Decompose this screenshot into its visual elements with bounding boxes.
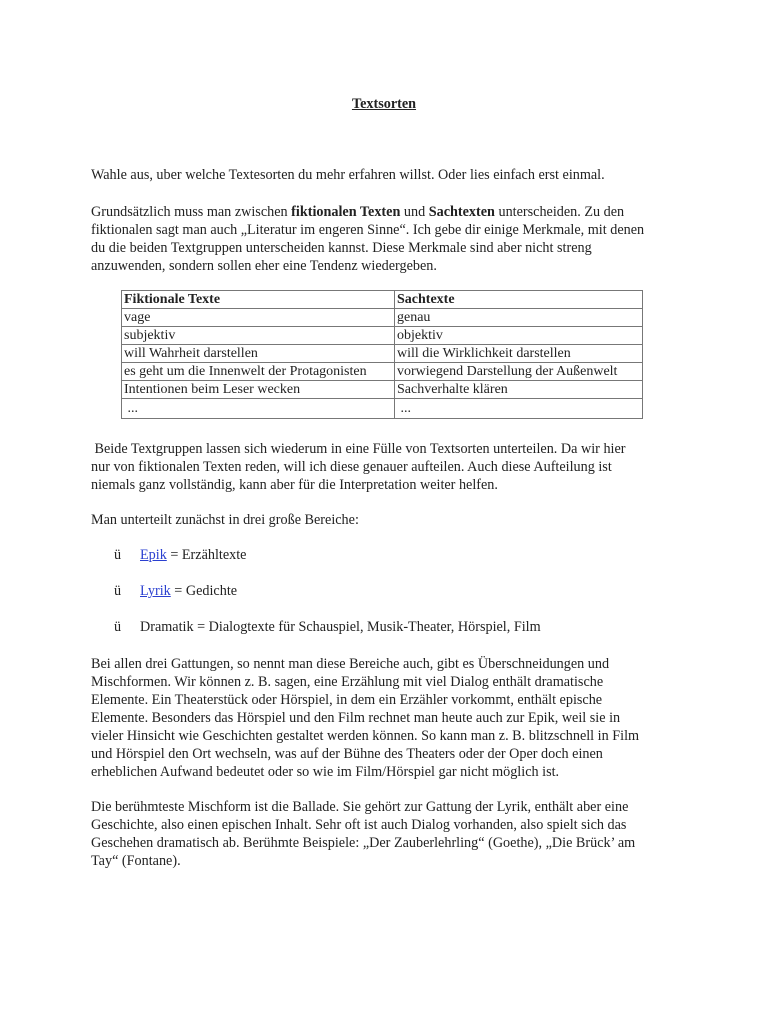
table-cell: Sachverhalte klären	[395, 381, 643, 399]
paragraph-line: erheblichen Aufwand bedeutet oder so wie im Film/Hörspiel gar nicht möglich ist.	[91, 764, 560, 780]
list-item-text: Dramatik = Dialogtexte für Schauspiel, Musik-Theater, Hörspiel, Film	[140, 619, 541, 635]
table-cell: ...	[395, 399, 643, 419]
paragraph-line: fiktionalen sagt man auch „Literatur im engeren Sinne“. Ich gebe dir einige Merkmale, mit denen	[91, 222, 645, 238]
page-title: Textsorten	[351, 96, 417, 112]
paragraph-line: Geschehen dramatisch ab. Berühmte Beispiele: „Der Zauberlehrling“ (Goethe), „Die Brück’ am	[91, 835, 636, 851]
bullet-marker-icon: ü	[114, 583, 122, 599]
list-item-text: = Gedichte	[170, 583, 238, 599]
paragraph-line: anzuwenden, sondern sollen eher eine Tendenz wiedergeben.	[91, 258, 437, 274]
paragraph-line: nur von fiktionalen Texten reden, will ich diese genauer aufteilen. Auch diese Aufteilung ist	[91, 459, 612, 475]
table-cell: will Wahrheit darstellen	[122, 345, 395, 363]
paragraph-line: Bei allen drei Gattungen, so nennt man diese Bereiche auch, gibt es Überschneidungen und	[91, 656, 610, 672]
paragraph-line: Beide Textgruppen lassen sich wiederum in eine Fülle von Textsorten unterteilen. Da wir hier	[91, 441, 626, 457]
list-item	[140, 547, 246, 564]
lyrik-link[interactable]: Lyrik	[140, 583, 171, 599]
bullet-marker-icon: ü	[114, 619, 122, 635]
paragraph-line: und Hörspiel den Ort wechseln, was auf der Bühne des Theaters oder der Oper doch einen	[91, 746, 603, 762]
intro-paragraph: Wahle aus, uber welche Textesorten du mehr erfahren willst. Oder lies einfach erst einmal.	[91, 167, 605, 183]
bold-term: fiktionalen Texten	[291, 204, 401, 220]
table-cell: subjektiv	[122, 327, 395, 345]
table-cell: Intentionen beim Leser wecken	[122, 381, 395, 399]
table-cell: vorwiegend Darstellung der Außenwelt	[395, 363, 643, 381]
table-row	[122, 363, 643, 381]
table-row	[122, 309, 643, 327]
list-item	[140, 619, 541, 636]
table-cell: objektiv	[395, 327, 643, 345]
paragraph-line: Geschichte, also einen epischen Inhalt. Sehr oft ist auch Dialog vorhanden, also spielt sich das	[91, 817, 627, 833]
table-row	[122, 345, 643, 363]
table-header-row	[122, 291, 643, 309]
table-row	[122, 327, 643, 345]
paragraph-line: niemals ganz vollständig, kann aber für die Interpretation weiter helfen.	[91, 477, 498, 493]
paragraph-genres-intro: Man unterteilt zunächst in drei große Bereiche:	[91, 512, 359, 528]
table-cell: ...	[122, 399, 395, 419]
paragraph-line: du die beiden Textgruppen unterscheiden kannst. Diese Merkmale sind aber nicht streng	[91, 240, 592, 256]
bold-term: Sachtexten	[428, 204, 495, 220]
table-cell: will die Wirklichkeit darstellen	[395, 345, 643, 363]
list-item-text: = Erzähltexte	[166, 547, 247, 563]
paragraph-line: Elemente. Ein Theaterstück oder Hörspiel, in dem ein Erzähler vorkommt, enthält epische	[91, 692, 603, 708]
text-segment: unterscheiden. Zu den	[494, 204, 625, 220]
paragraph-line: Tay“ (Fontane).	[91, 853, 181, 869]
comparison-table	[121, 290, 643, 419]
paragraph-line	[91, 203, 624, 221]
bullet-marker-icon: ü	[114, 547, 122, 563]
table-cell: es geht um die Innenwelt der Protagonisten	[122, 363, 395, 381]
paragraph-line: Die berühmteste Mischform ist die Ballade. Sie gehört zur Gattung der Lyrik, enthält aber eine	[91, 799, 629, 815]
table-cell: genau	[395, 309, 643, 327]
text-segment: und	[400, 204, 429, 220]
table-cell: vage	[122, 309, 395, 327]
table-header: Sachtexte	[395, 291, 643, 309]
table-row	[122, 399, 643, 419]
paragraph-line: vieler Hinsicht wie Geschichten gestaltet werden können. So kann man z. B. blitzschnell in Film	[91, 728, 640, 744]
paragraph-line: Elemente. Besonders das Hörspiel und den Film rechnet man heute auch zur Epik, weil sie in	[91, 710, 621, 726]
epik-link[interactable]: Epik	[140, 547, 167, 563]
text-segment: Grundsätzlich muss man zwischen	[91, 204, 292, 220]
table-row	[122, 381, 643, 399]
list-item	[140, 583, 237, 600]
paragraph-line: Mischformen. Wir können z. B. sagen, eine Erzählung mit viel Dialog enthält dramatische	[91, 674, 604, 690]
table-header: Fiktionale Texte	[122, 291, 395, 309]
